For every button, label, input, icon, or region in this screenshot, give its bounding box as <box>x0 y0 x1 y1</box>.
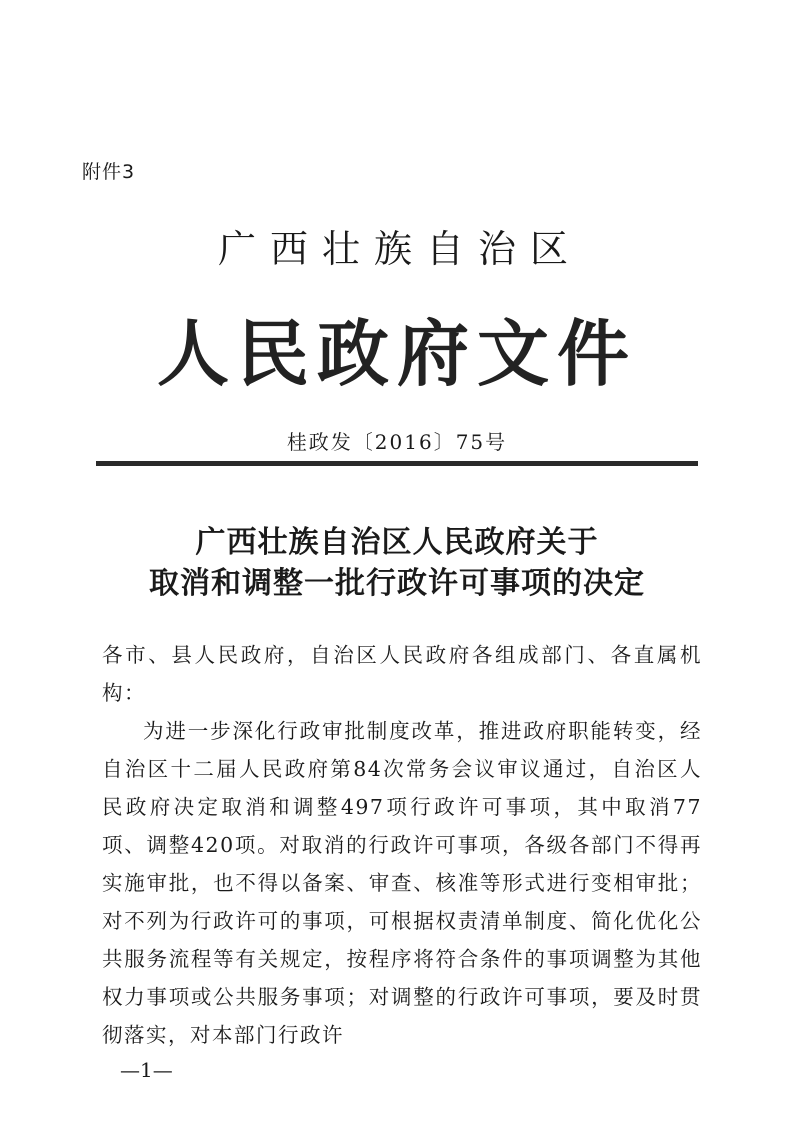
header-divider <box>96 461 698 466</box>
document-number: 桂政发〔2016〕75号 <box>286 430 508 454</box>
document-title-line1: 广西壮族自治区人民政府关于 <box>195 525 599 560</box>
document-body <box>102 636 702 1054</box>
document-type-heading: 人民政府文件 <box>156 311 637 396</box>
salutation: 各市、县人民政府，自治区人民政府各组成部门、各直属机构： <box>102 643 702 705</box>
page-number: —1— <box>120 1058 173 1082</box>
document-title-line2: 取消和调整一批行政许可事项的决定 <box>149 566 645 601</box>
attachment-label: 附件3 <box>82 161 136 183</box>
body-paragraph: 为进一步深化行政审批制度改革，推进政府职能转变，经自治区十二届人民政府第84次常务会议审议通过，自治区人民政府决定取消和调整497项行政许可事项，其中取消77项、调整420项。对取消的行政许可事项，各级各部门不得再实施审批，也不得以备案、审查、核准等形式进行变相审批；对不列为行政许可的事项，可根据权责清单制度、简化优化公共服务流程等有关规定，按程序将符合条件的事项调整为其他权力事项或公共服务事项；对调整的行政许可事项，要及时贯彻落实，对本部门行政许 <box>102 719 702 1047</box>
issuer-name: 广西壮族自治区 <box>217 227 582 271</box>
